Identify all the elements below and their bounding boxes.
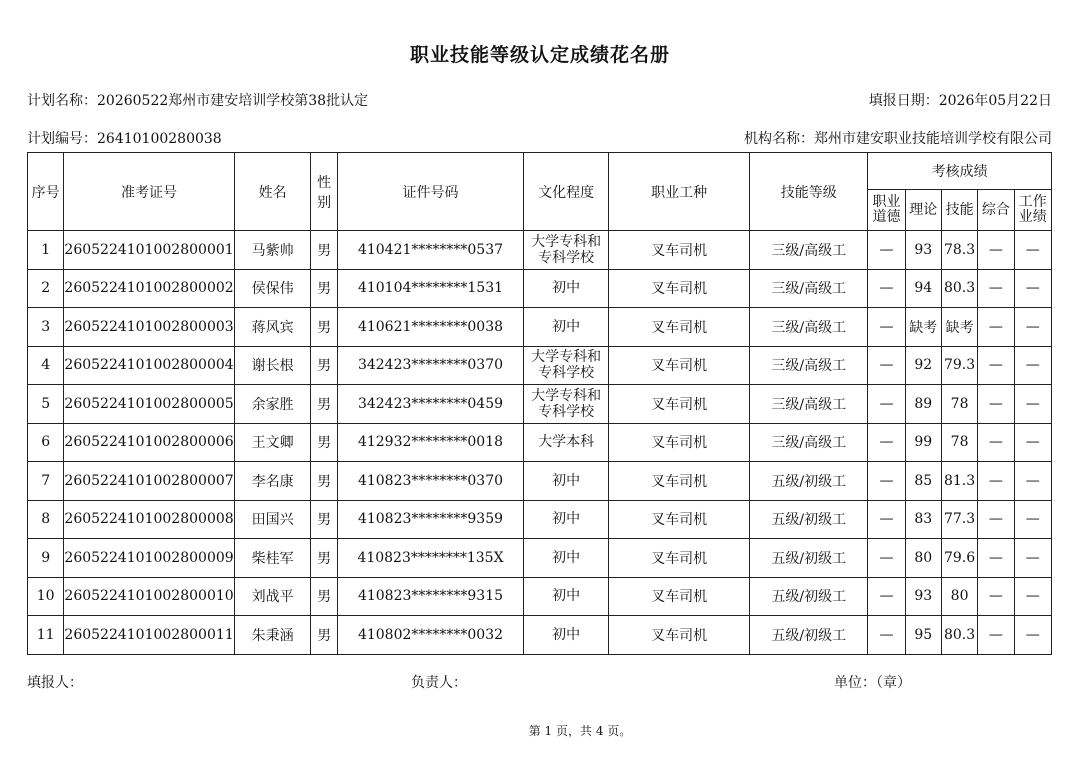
header-name: 姓名	[234, 153, 311, 231]
cell-skill-level: 三级/高级工	[750, 269, 868, 308]
cell-ethics: —	[868, 346, 905, 385]
table-row	[28, 385, 1052, 424]
cell-education: 初中	[524, 269, 609, 308]
cell-education: 大学本科	[524, 423, 609, 462]
cell-skill-level: 三级/高级工	[750, 385, 868, 424]
header-exam-number: 准考证号	[64, 153, 234, 231]
cell-skill: 79.6	[941, 539, 977, 578]
cell-occupation: 叉车司机	[609, 308, 750, 347]
cell-education: 大学专科和专科学校	[524, 385, 609, 424]
header-skill: 技能	[941, 190, 977, 231]
cell-comprehensive: —	[978, 423, 1014, 462]
header-gender: 性别	[311, 153, 337, 231]
cell-performance: —	[1014, 308, 1051, 347]
cell-id-number: 410823********9315	[337, 577, 524, 616]
table-row	[28, 231, 1052, 270]
cell-name: 马紫帅	[234, 231, 311, 270]
cell-id-number: 342423********0370	[337, 346, 524, 385]
table-row	[28, 539, 1052, 578]
cell-id-number: 410621********0038	[337, 308, 524, 347]
cell-name: 谢长根	[234, 346, 311, 385]
cell-occupation: 叉车司机	[609, 385, 750, 424]
header-education: 文化程度	[524, 153, 609, 231]
cell-performance: —	[1014, 231, 1051, 270]
cell-skill: 81.3	[941, 462, 977, 501]
header-scores: 考核成绩	[868, 153, 1052, 190]
score-roster-table	[27, 152, 1052, 655]
cell-occupation: 叉车司机	[609, 231, 750, 270]
cell-comprehensive: —	[978, 385, 1014, 424]
cell-occupation: 叉车司机	[609, 462, 750, 501]
cell-comprehensive: —	[978, 231, 1014, 270]
cell-seq: 10	[28, 577, 64, 616]
cell-seq: 11	[28, 616, 64, 655]
cell-gender: 男	[311, 308, 337, 347]
cell-theory: 95	[905, 616, 941, 655]
cell-skill-level: 三级/高级工	[750, 231, 868, 270]
cell-name: 侯保伟	[234, 269, 311, 308]
cell-performance: —	[1014, 385, 1051, 424]
cell-seq: 2	[28, 269, 64, 308]
cell-theory: 89	[905, 385, 941, 424]
cell-ethics: —	[868, 577, 905, 616]
cell-gender: 男	[311, 231, 337, 270]
plan-name: 计划名称：20260522郑州市建安培训学校第38批认定	[27, 93, 369, 109]
cell-theory: 94	[905, 269, 941, 308]
table-row	[28, 462, 1052, 501]
cell-comprehensive: —	[978, 308, 1014, 347]
cell-comprehensive: —	[978, 539, 1014, 578]
cell-comprehensive: —	[978, 577, 1014, 616]
cell-ethics: —	[868, 616, 905, 655]
cell-education: 大学专科和专科学校	[524, 346, 609, 385]
cell-comprehensive: —	[978, 462, 1014, 501]
cell-exam-number: 2605224101002800010	[64, 577, 234, 616]
cell-skill: 78	[941, 423, 977, 462]
cell-seq: 3	[28, 308, 64, 347]
cell-comprehensive: —	[978, 500, 1014, 539]
cell-seq: 1	[28, 231, 64, 270]
cell-comprehensive: —	[978, 269, 1014, 308]
cell-exam-number: 2605224101002800004	[64, 346, 234, 385]
cell-ethics: —	[868, 539, 905, 578]
header-performance: 工作业绩	[1014, 190, 1051, 231]
cell-theory: 80	[905, 539, 941, 578]
cell-occupation: 叉车司机	[609, 500, 750, 539]
cell-performance: —	[1014, 616, 1051, 655]
cell-exam-number: 2605224101002800002	[64, 269, 234, 308]
table-row	[28, 616, 1052, 655]
cell-occupation: 叉车司机	[609, 423, 750, 462]
cell-seq: 8	[28, 500, 64, 539]
cell-theory: 99	[905, 423, 941, 462]
cell-exam-number: 2605224101002800001	[64, 231, 234, 270]
cell-gender: 男	[311, 577, 337, 616]
header-theory: 理论	[905, 190, 941, 231]
cell-name: 蒋风宾	[234, 308, 311, 347]
cell-theory: 93	[905, 231, 941, 270]
cell-skill-level: 五级/初级工	[750, 616, 868, 655]
cell-name: 柴桂军	[234, 539, 311, 578]
cell-skill: 79.3	[941, 346, 977, 385]
cell-gender: 男	[311, 423, 337, 462]
cell-skill: 77.3	[941, 500, 977, 539]
cell-education: 初中	[524, 462, 609, 501]
header-skill-level: 技能等级	[750, 153, 868, 231]
table-row	[28, 308, 1052, 347]
cell-skill-level: 三级/高级工	[750, 346, 868, 385]
cell-id-number: 412932********0018	[337, 423, 524, 462]
cell-skill: 80.3	[941, 616, 977, 655]
cell-name: 朱秉涵	[234, 616, 311, 655]
cell-occupation: 叉车司机	[609, 539, 750, 578]
page-title: 职业技能等级认定成绩花名册	[409, 44, 670, 66]
responsible-label: 负责人：	[411, 675, 467, 691]
cell-name: 余家胜	[234, 385, 311, 424]
table-row	[28, 500, 1052, 539]
roster-body	[28, 231, 1052, 655]
cell-skill: 80	[941, 577, 977, 616]
cell-exam-number: 2605224101002800003	[64, 308, 234, 347]
header-seq: 序号	[28, 153, 64, 231]
cell-education: 初中	[524, 539, 609, 578]
cell-performance: —	[1014, 577, 1051, 616]
cell-occupation: 叉车司机	[609, 269, 750, 308]
cell-gender: 男	[311, 269, 337, 308]
page-number: 第 1 页，共 4 页。	[528, 724, 632, 738]
cell-name: 王文卿	[234, 423, 311, 462]
cell-exam-number: 2605224101002800007	[64, 462, 234, 501]
cell-seq: 7	[28, 462, 64, 501]
cell-skill-level: 三级/高级工	[750, 423, 868, 462]
cell-name: 刘战平	[234, 577, 311, 616]
cell-skill: 缺考	[941, 308, 977, 347]
cell-skill-level: 五级/初级工	[750, 500, 868, 539]
plan-number: 计划编号：26410100280038	[27, 131, 222, 147]
cell-ethics: —	[868, 500, 905, 539]
cell-performance: —	[1014, 500, 1051, 539]
cell-occupation: 叉车司机	[609, 577, 750, 616]
cell-ethics: —	[868, 269, 905, 308]
cell-theory: 92	[905, 346, 941, 385]
cell-id-number: 410823********0370	[337, 462, 524, 501]
cell-name: 李名康	[234, 462, 311, 501]
cell-comprehensive: —	[978, 346, 1014, 385]
cell-exam-number: 2605224101002800008	[64, 500, 234, 539]
cell-seq: 4	[28, 346, 64, 385]
cell-theory: 85	[905, 462, 941, 501]
table-row	[28, 346, 1052, 385]
header-comprehensive: 综合	[978, 190, 1014, 231]
cell-skill-level: 五级/初级工	[750, 462, 868, 501]
cell-seq: 6	[28, 423, 64, 462]
unit-seal-label: 单位：（章）	[834, 675, 911, 691]
cell-exam-number: 2605224101002800006	[64, 423, 234, 462]
cell-ethics: —	[868, 385, 905, 424]
cell-gender: 男	[311, 616, 337, 655]
cell-skill: 80.3	[941, 269, 977, 308]
cell-gender: 男	[311, 346, 337, 385]
cell-skill: 78.3	[941, 231, 977, 270]
cell-id-number: 410104********1531	[337, 269, 524, 308]
cell-comprehensive: —	[978, 616, 1014, 655]
fill-date: 填报日期：2026年05月22日	[868, 93, 1052, 109]
cell-skill-level: 五级/初级工	[750, 577, 868, 616]
cell-gender: 男	[311, 462, 337, 501]
cell-ethics: —	[868, 462, 905, 501]
cell-occupation: 叉车司机	[609, 346, 750, 385]
cell-seq: 5	[28, 385, 64, 424]
cell-id-number: 410823********135X	[337, 539, 524, 578]
cell-theory: 93	[905, 577, 941, 616]
table-row	[28, 423, 1052, 462]
cell-education: 初中	[524, 577, 609, 616]
cell-performance: —	[1014, 346, 1051, 385]
cell-occupation: 叉车司机	[609, 616, 750, 655]
cell-skill-level: 三级/高级工	[750, 308, 868, 347]
cell-name: 田国兴	[234, 500, 311, 539]
cell-skill: 78	[941, 385, 977, 424]
cell-skill-level: 五级/初级工	[750, 539, 868, 578]
header-ethics: 职业道德	[868, 190, 905, 231]
cell-ethics: —	[868, 231, 905, 270]
organization-name: 机构名称：郑州市建安职业技能培训学校有限公司	[744, 131, 1052, 147]
cell-performance: —	[1014, 423, 1051, 462]
cell-exam-number: 2605224101002800011	[64, 616, 234, 655]
cell-education: 大学专科和专科学校	[524, 231, 609, 270]
cell-performance: —	[1014, 269, 1051, 308]
cell-seq: 9	[28, 539, 64, 578]
cell-ethics: —	[868, 308, 905, 347]
header-occupation: 职业工种	[609, 153, 750, 231]
cell-performance: —	[1014, 539, 1051, 578]
table-row	[28, 577, 1052, 616]
cell-id-number: 410823********9359	[337, 500, 524, 539]
cell-id-number: 410421********0537	[337, 231, 524, 270]
cell-ethics: —	[868, 423, 905, 462]
cell-gender: 男	[311, 539, 337, 578]
cell-theory: 缺考	[905, 308, 941, 347]
cell-gender: 男	[311, 385, 337, 424]
cell-education: 初中	[524, 500, 609, 539]
cell-education: 初中	[524, 308, 609, 347]
cell-gender: 男	[311, 500, 337, 539]
table-row	[28, 269, 1052, 308]
cell-education: 初中	[524, 616, 609, 655]
header-id-number: 证件号码	[337, 153, 524, 231]
cell-exam-number: 2605224101002800005	[64, 385, 234, 424]
cell-performance: —	[1014, 462, 1051, 501]
reporter-label: 填报人：	[27, 675, 83, 691]
cell-exam-number: 2605224101002800009	[64, 539, 234, 578]
cell-id-number: 410802********0032	[337, 616, 524, 655]
cell-id-number: 342423********0459	[337, 385, 524, 424]
cell-theory: 83	[905, 500, 941, 539]
